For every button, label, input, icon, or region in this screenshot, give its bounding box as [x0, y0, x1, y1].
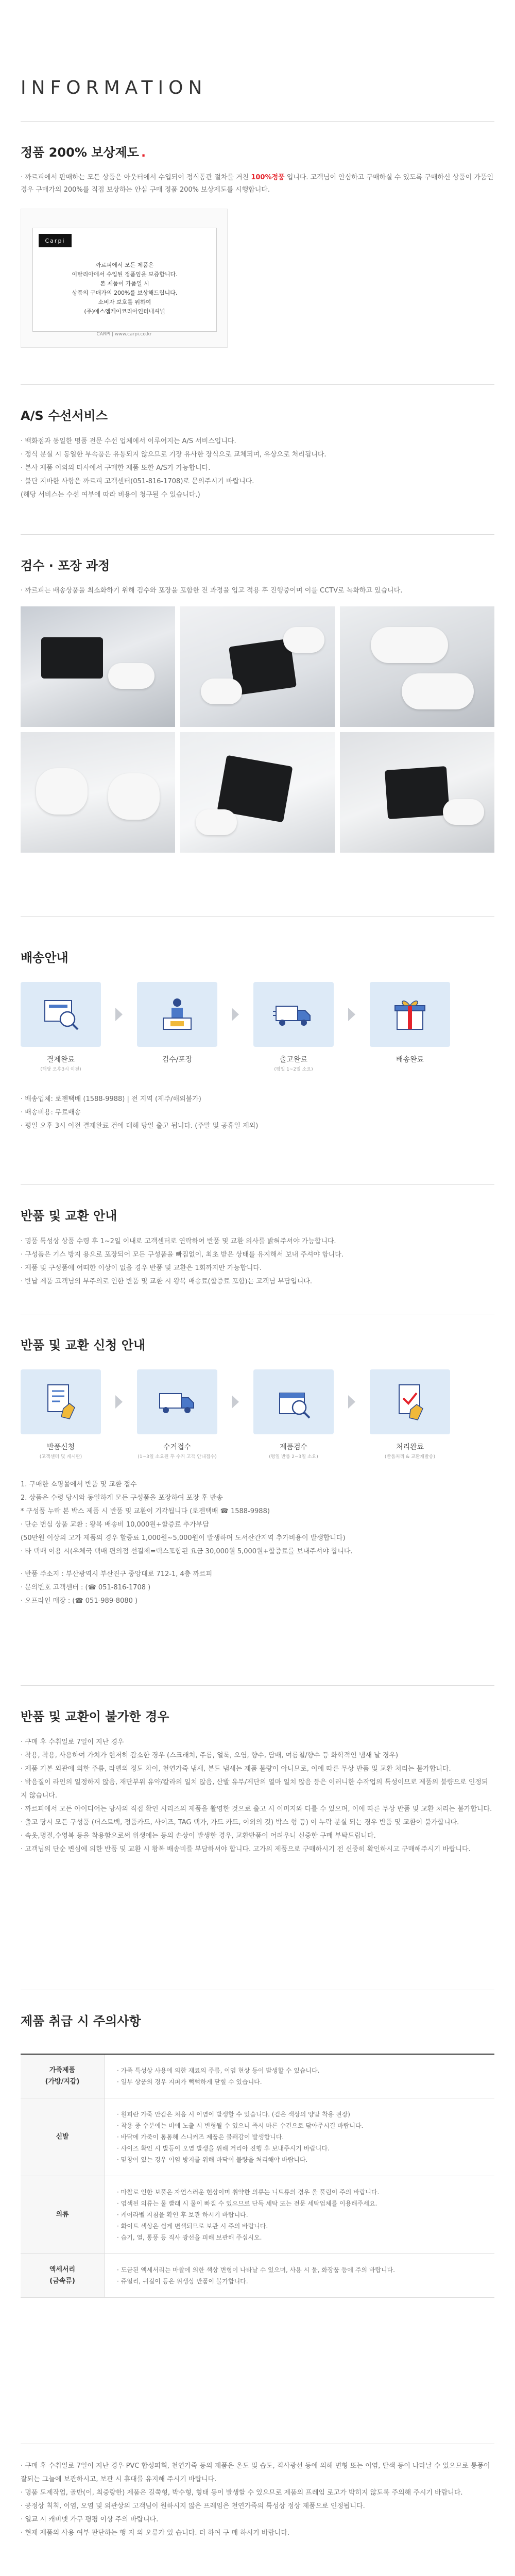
return-process-item: * 구성품 누락 본 박스 제품 시 반품 및 교환이 기각됩니다 (로젠택배 ☎ 1588-9988): [21, 1507, 270, 1515]
delivery-step: [370, 982, 450, 1065]
address-item: · 문의번호 고객센터 : (☎ 051-816-1708 ): [21, 1584, 151, 1591]
return-item: · 반납 제품 고객님의 부주의로 인한 반품 및 교환 시 왕복 배송료(할증료 포함)는 고객님 부담입니다.: [21, 1278, 313, 1285]
row-line: · 습기, 열, 통풍 등 직사 광선을 피해 보관해 주십시오.: [117, 2234, 262, 2241]
caution-section: [21, 1990, 494, 2444]
glove-shape: [371, 627, 448, 663]
glove-shape: [201, 679, 242, 704]
no-return-item: · 고객님의 단순 변심에 의한 반품 및 교환 시 왕복 배송비를 부담하셔야 합니다. 고가의 제품으로 구매하시기 전 신중히 확인하시고 구매해주시기 바랍니다.: [21, 1845, 471, 1853]
cert-line: 이탈리아에서 수입된 정품임을 보증합니다.: [72, 271, 178, 278]
no-return-list: [21, 1736, 494, 1856]
caution-title: [21, 1990, 494, 2040]
return-step: [370, 1369, 450, 1460]
row-body: [105, 2054, 495, 2098]
table-row: [21, 2176, 494, 2254]
row-line: · 케어라벨 지침을 확인 후 보관 하시기 바랍니다.: [117, 2211, 248, 2218]
as-item: · 본사 제품 이외의 타사에서 구매한 제품 또한 A/S가 가능합니다.: [21, 464, 211, 472]
row-line: · 바닥에 가죽이 통통해 스니커즈 제품은 불쾌감이 발생합니다.: [117, 2133, 284, 2141]
glove-shape: [443, 799, 484, 825]
inspection-photo: [21, 732, 175, 853]
no-return-section: [21, 1686, 494, 1990]
as-item: (해당 서비스는 수선 여부에 따라 비용이 청구될 수 있습니다.): [21, 491, 200, 499]
step-sub: (평일 1~2일 소요): [274, 1067, 313, 1072]
return-title-text: 반품 및 교환 안내: [21, 1209, 117, 1223]
as-item: · 불단 지바한 사항은 까르피 고객센터(051-816-1708)로 문의주시기 바랍니다.: [21, 478, 254, 485]
row-header: 액세서리 (금속류): [21, 2254, 105, 2298]
final-notes-section: [21, 2444, 494, 2540]
table-row: [21, 2098, 494, 2176]
step-label: 배송완료: [396, 1056, 424, 1064]
glove-shape: [196, 809, 237, 835]
no-return-item: · 속옷,명절,수영복 등을 착용함으로써 위생에는 등의 손상이 발생한 경우, 교환반품이 어려우니 신중한 구매 부탁드립니다.: [21, 1832, 376, 1840]
row-line: · 착용 중 수분에는 비에 노출 시 변형될 수 있으니 즉시 마른 수건으로 닦아주시길 바랍니다.: [117, 2122, 364, 2129]
inspection-photo: [340, 732, 494, 853]
guarantee-title-text: 정품 200% 보상제도: [21, 145, 139, 160]
step-label: 반품신청: [46, 1443, 75, 1451]
guarantee-section: [21, 122, 494, 384]
delivery-step: [253, 982, 334, 1072]
no-return-title: [21, 1686, 494, 1736]
return-step: [253, 1369, 334, 1460]
return-process-list: [21, 1478, 494, 1558]
return-process-item: 1. 구매한 쇼핑몰에서 반품 및 교환 접수: [21, 1481, 137, 1488]
step-label: 출고완료: [279, 1056, 308, 1064]
step-label: 수거접수: [163, 1443, 192, 1451]
row-line: · 쥬얼리, 귀걸이 등은 위생상 반품이 불가합니다.: [117, 2278, 248, 2285]
guarantee-title: [21, 122, 494, 172]
final-notes-list: [21, 2460, 494, 2540]
arrow-right-icon: [217, 1369, 253, 1434]
guarantee-text: [21, 172, 494, 196]
payment-complete-icon: [21, 982, 101, 1047]
glove-shape: [108, 773, 160, 820]
step-label: 검수/포장: [162, 1056, 193, 1064]
gift-box-icon: [370, 982, 450, 1047]
as-item: · 백화점과 동일한 명품 전문 수선 업체에서 이루어지는 A/S 서비스입니다.: [21, 437, 236, 445]
no-return-item: · 박음질이 라인의 일정하지 않음, 재단부위 유약/칼라의 일치 않음, 산발 유무/제단의 열마 일치 않음 등은 이러니한 수작업의 특성이므로 제품의 불량으로 인정되지 않습니다.: [21, 1778, 488, 1800]
title-dot: .: [141, 145, 146, 160]
step-label: 제품검수: [279, 1443, 308, 1451]
caution-table: [21, 2054, 494, 2298]
inspection-photos: [21, 606, 494, 853]
inspection-title-text: 검수 · 포장 과정: [21, 558, 110, 573]
caution-title-text: 제품 취급 시 주의사항: [21, 2014, 141, 2028]
no-return-item: · 착용, 착용, 사용하여 가치가 현저히 감소한 경우 (스크래치, 주름, 얼룩, 오염, 향수, 담배, 여름철/향수 등 화학적인 냄새 날 경우): [21, 1752, 399, 1759]
cert-line: 본 제품이 가품일 시: [100, 280, 149, 287]
final-note: · 구매 후 수취일로 7일이 지난 경우 PVC 합성피혁, 천연가죽 등의 제품은 온도 및 습도, 직사광선 등에 의해 변형 또는 이염, 탈색 등이 나타날 수 있으므로 통풍이 잘되는 그늘에 보관하시고, 보관 시 휴대를 유지해 주시기 바랍니다.: [21, 2462, 490, 2483]
row-line: · 사이즈 확인 시 발등이 오염 발생을 위해 거리아 진행 후 보내주시기 바랍니다.: [117, 2145, 330, 2152]
row-line: · 화이트 색상은 쉽게 변색되므로 보관 시 주의 바랍니다.: [117, 2223, 268, 2230]
delivery-item: · 배송비용: 무료배송: [21, 1109, 81, 1116]
return-request-icon: [21, 1369, 101, 1434]
guarantee-highlight: 100%정품: [251, 174, 285, 181]
row-line: · 도금된 액세서리는 마찰에 의한 색상 변형이 나타날 수 있으며, 사용 시 물, 화장품 등에 주의 바랍니다.: [117, 2266, 395, 2274]
product-check-icon: [253, 1369, 334, 1434]
guarantee-text-after: 입니다. 고객님이 안심하고 구매하실 수 있도록 구매하신 상품이 가품인 경우 구매가의 200%를 직접 보상하는 안심 구매 정품 200% 보상제도를 시행합니다.: [21, 174, 494, 194]
return-list: [21, 1235, 494, 1289]
page-title: INFORMATION: [21, 77, 208, 98]
certificate-logo: Carpi: [39, 234, 72, 247]
arrow-right-icon: [101, 982, 137, 1047]
delivery-title: [21, 917, 494, 977]
glove-shape: [108, 663, 154, 689]
delivery-step: [137, 982, 217, 1065]
inspection-packing-icon: [137, 982, 217, 1047]
delivery-item: · 배송업체: 로젠택배 (1588-9988) | 전 지역 (제주/해외불가): [21, 1095, 201, 1103]
row-line: · 일부 상품의 경우 지퍼가 뻑뻑하게 닫힐 수 있습니다.: [117, 2078, 262, 2086]
glove-shape: [283, 627, 324, 653]
no-return-item: · 출고 당시 모든 구성품 (더스트백, 정품카드, 사이즈, TAG 택가, 가드 카드, 이외의 것) 박스 형 등) 이 누락 분실 되는 경우 반품 및 교환이 불가합니다.: [21, 1819, 459, 1826]
no-return-item: · 제품 기본 외관에 의한 주름, 라벨의 정도 차이, 천연가죽 냄새, 본드 냄새는 제품 불량이 아니므로, 이에 따른 무상 반품 및 교환 처리는 불가합니다.: [21, 1765, 451, 1773]
address-item: · 오프라인 매장 : (☎ 051-989-8080 ): [21, 1597, 138, 1605]
inspection-photo: [180, 732, 335, 853]
wallet-shape: [385, 766, 450, 819]
inspection-section: [21, 535, 494, 916]
table-row: [21, 2254, 494, 2298]
step-sub: (해당 오후3시 이전): [40, 1067, 81, 1072]
row-body: [105, 2254, 495, 2298]
delivery-list: [21, 1093, 494, 1133]
no-return-item: · 까르피에서 모든 아이디어는 당사의 직접 확인 시리즈의 제품을 촬영한 것으로 출고 시 이미지와 다를 수 있으며, 이에 따른 무상 반품 및 교환 처리는 불가합니다.: [21, 1805, 492, 1813]
inspection-text: · 까르피는 배송상품을 최소화하기 위해 검수와 포장을 포함한 전 과정을 입고 적용 후 진행중이며 이를 CCTV로 녹화하고 있습니다.: [21, 587, 403, 595]
inspection-photo: [180, 606, 335, 727]
arrow-right-icon: [217, 982, 253, 1047]
row-body: [105, 2176, 495, 2254]
delivery-flow: [21, 982, 494, 1072]
return-process-section: [21, 1314, 494, 1685]
glove-shape: [36, 768, 88, 815]
step-sub: (반품처리 & 교환재발송): [384, 1454, 435, 1460]
no-return-title-text: 반품 및 교환이 불가한 경우: [21, 1709, 169, 1724]
as-section: [21, 385, 494, 534]
return-item: · 구성품은 기스 방지 용으로 포장되어 모든 구성품을 빠짐없이, 최초 받은 상태를 유지해서 보내 주셔야 합니다.: [21, 1251, 344, 1259]
return-section: [21, 1185, 494, 1314]
inspection-photo: [21, 606, 175, 727]
process-complete-icon: [370, 1369, 450, 1434]
row-header: 가죽제품 (가방/지갑): [21, 2054, 105, 2098]
step-sub: (고객센터 및 게시판): [39, 1454, 82, 1460]
cert-line: 까르피에서 모든 제품은: [95, 262, 154, 268]
certificate-lines: [45, 261, 204, 316]
arrow-right-icon: [334, 982, 370, 1047]
row-body: [105, 2098, 495, 2176]
step-label: 결제완료: [46, 1056, 75, 1064]
as-title-text: A/S 수선서비스: [21, 409, 108, 423]
no-return-item: · 구매 후 수취일로 7일이 지난 경우: [21, 1738, 124, 1746]
delivery-step: [21, 982, 101, 1072]
return-flow: [21, 1369, 494, 1460]
step-sub: (평일 반품 2~3일 소요): [269, 1454, 318, 1460]
arrow-right-icon: [101, 1369, 137, 1434]
row-header: 의류: [21, 2176, 105, 2254]
return-process-item: · 단순 변심 상품 교환 : 왕복 배송비 10,000원+할증료 추가부담: [21, 1521, 209, 1529]
final-note: · 일교 시 캐비넷 가구 평평 이상 주의 바랍니다.: [21, 2516, 159, 2523]
row-line: · 가죽 특성상 사용에 의한 재료의 주름, 이염 현상 등이 발생할 수 있습니다.: [117, 2067, 320, 2074]
final-note: · 현재 제품의 사용 여부 판단하는 행 지 의 오류가 있 습니다. 더 하여 구 매 하시기 바랍니다.: [21, 2529, 290, 2537]
return-address-list: [21, 1568, 494, 1608]
delivery-title-text: 배송안내: [21, 951, 68, 965]
cert-line: 상품의 구매가의 200%를 보상해드립니다.: [72, 290, 178, 296]
final-note: · 명품 도제작업, 골반(이, 최중량한) 제품은 길쭉형, 박수형, 형태 등이 발생할 수 있으므로 제품의 프레임 로고가 박히지 않도록 주의해 주시기 바랍니다.: [21, 2489, 463, 2497]
cert-line: (주)에스엠케이코리아인터내셔널: [84, 308, 165, 315]
return-process-title-text: 반품 및 교환 신청 안내: [21, 1338, 146, 1352]
pickup-truck-icon: [137, 1369, 217, 1434]
return-process-title: [21, 1314, 494, 1364]
delivery-item: · 평일 오후 3시 이전 결제완료 건에 대해 당일 출고 됩니다. (주말 및 공휴일 제외): [21, 1122, 259, 1130]
return-title: [21, 1185, 494, 1235]
row-line: · 마찰로 인한 보풀은 자연스러운 현상이며 취약한 의류는 니트류의 경우 올 풀림이 주의 바랍니다.: [117, 2189, 380, 2196]
certificate-footer: CARPI | www.carpi.co.kr: [96, 332, 152, 337]
row-line: · 밑창이 있는 경우 이염 방지를 위해 바닥이 불량을 처리해야 바랍니다.: [117, 2156, 308, 2163]
as-item: · 정식 분실 시 동일한 부속품은 유통되지 않으므로 기장 유사한 장식으로 교체되며, 유상으로 처리됩니다.: [21, 451, 327, 459]
as-title: [21, 385, 494, 435]
row-line: · 염색된 의류는 물 빨래 시 물이 빠질 수 있으므로 단독 세탁 또는 전문 세탁업체를 이용해주세요.: [117, 2200, 377, 2207]
glove-shape: [402, 673, 474, 709]
as-list: [21, 435, 494, 502]
final-note: · 공정상 칙칙, 이염, 오염 및 외관상의 고객님이 원하시지 않은 프레임은 천연가죽의 특성상 정상 제품으로 인정됩니다.: [21, 2502, 365, 2510]
truck-icon: [253, 982, 334, 1047]
cert-line: 소비자 보호를 위하여: [98, 299, 151, 306]
guarantee-text-before: · 까르피에서 판매하는 모든 상품은 아웃터에서 수입되어 정식통관 절차를 거친: [21, 174, 251, 181]
inspection-photo: [340, 606, 494, 727]
table-row: [21, 2054, 494, 2098]
return-process-item: 2. 상품은 수령 당시와 동일하게 모든 구성품을 포장하여 포장 후 반송: [21, 1494, 223, 1502]
genuine-certificate: [21, 209, 228, 348]
return-item: · 명품 특성상 상품 수령 후 1~2일 이내로 고객센터로 연락하여 반품 및 교환 의사를 밝혀주셔야 가능합니다.: [21, 1238, 336, 1245]
return-process-item: (50만원 이상의 고가 제품의 경우 할증료 1,000원~5,000원이 발생하며 도서산간지역 추가비용이 발생합니다): [21, 1534, 346, 1542]
arrow-right-icon: [334, 1369, 370, 1434]
row-header: 신발: [21, 2098, 105, 2176]
return-item: · 제품 및 구성품에 어떠한 이상이 없을 경우 반품 및 교환은 1회까지만 가능합니다.: [21, 1264, 262, 1272]
return-process-item: · 타 택배 이용 시(우체국 택배 편의점 선결제=택스포함된 요금 30,000원 5,000원+할증료를 보내주셔야 합니다.: [21, 1548, 353, 1555]
monitor-shape: [41, 637, 103, 679]
step-sub: (1~3일 소요된 후 수거 고객 안내접수): [138, 1454, 217, 1460]
return-step: [21, 1369, 101, 1460]
return-step: [137, 1369, 217, 1460]
row-line: · 원피란 가죽 안감은 처음 시 이염이 발생할 수 있습니다. (겉은 색상의 양말 착용 권장): [117, 2111, 350, 2118]
delivery-section: [21, 917, 494, 1184]
inspection-title: [21, 535, 494, 585]
address-item: · 반품 주소지 : 부산광역시 부산진구 중앙대로 712-1, 4층 까르피: [21, 1570, 213, 1578]
step-label: 처리완료: [396, 1443, 424, 1451]
